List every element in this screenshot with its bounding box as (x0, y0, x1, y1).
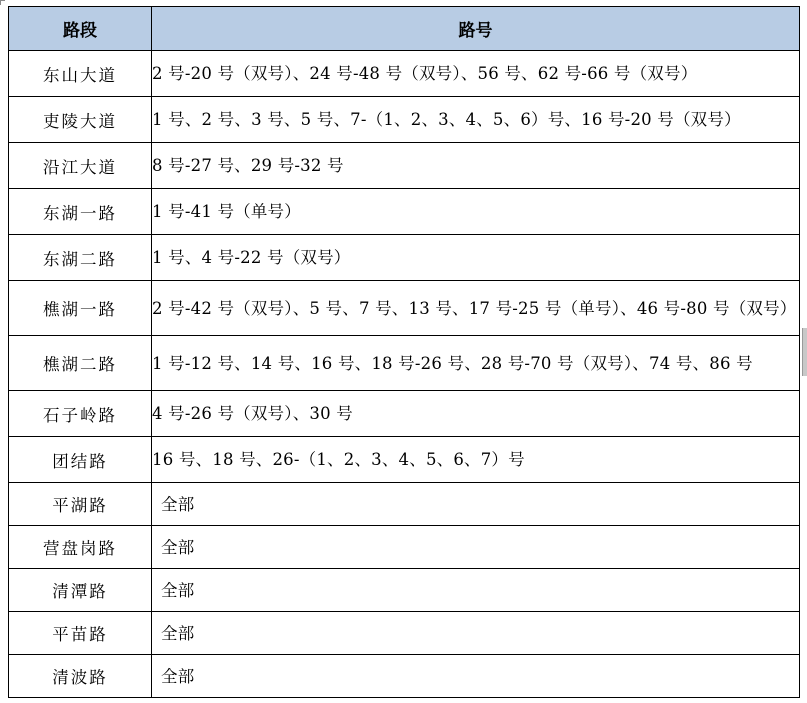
numbers-cell: 1 号、2 号、3 号、5 号、7-（1、2、3、4、5、6）号、16 号-20 号（双号） (152, 97, 800, 143)
segment-cell: 东山大道 (9, 51, 152, 97)
numbers-cell: 全部 (152, 483, 800, 526)
numbers-cell: 16 号、18 号、26-（1、2、3、4、5、6、7）号 (152, 437, 800, 483)
segment-cell: 清潭路 (9, 569, 152, 612)
segment-cell: 石子岭路 (9, 391, 152, 437)
segment-cell: 樵湖二路 (9, 336, 152, 391)
table-row (9, 235, 800, 281)
corner-resize-mark (0, 0, 5, 5)
numbers-cell: 1 号-12 号、14 号、16 号、18 号-26 号、28 号-70 号（双号）、74 号、86 号 (152, 336, 800, 391)
numbers-cell: 4 号-26 号（双号）、30 号 (152, 391, 800, 437)
segment-cell: 平苗路 (9, 612, 152, 655)
table-row (9, 189, 800, 235)
segment-cell: 东湖二路 (9, 235, 152, 281)
numbers-cell: 2 号-20 号（双号）、24 号-48 号（双号）、56 号、62 号-66 号（双号） (152, 51, 800, 97)
numbers-cell: 全部 (152, 526, 800, 569)
segment-cell: 樵湖一路 (9, 281, 152, 336)
segment-cell: 吏陵大道 (9, 97, 152, 143)
numbers-cell: 1 号、4 号-22 号（双号） (152, 235, 800, 281)
road-number-table (8, 6, 800, 698)
table-header-row (9, 7, 800, 51)
table-row (9, 526, 800, 569)
segment-cell: 清波路 (9, 655, 152, 698)
segment-cell: 营盘岗路 (9, 526, 152, 569)
numbers-cell: 1 号-41 号（单号） (152, 189, 800, 235)
segment-cell: 沿江大道 (9, 143, 152, 189)
table-row (9, 97, 800, 143)
table-row (9, 437, 800, 483)
table-row (9, 281, 800, 336)
table-row (9, 612, 800, 655)
numbers-cell: 全部 (152, 569, 800, 612)
segment-cell: 团结路 (9, 437, 152, 483)
table-row (9, 391, 800, 437)
table-row (9, 143, 800, 189)
numbers-cell: 全部 (152, 655, 800, 698)
table-row (9, 483, 800, 526)
table-row (9, 655, 800, 698)
numbers-cell: 8 号-27 号、29 号-32 号 (152, 143, 800, 189)
table-row (9, 51, 800, 97)
numbers-cell: 全部 (152, 612, 800, 655)
header-segment: 路段 (9, 7, 152, 51)
header-numbers: 路号 (152, 7, 800, 51)
segment-cell: 东湖一路 (9, 189, 152, 235)
scrollbar-handle[interactable] (802, 328, 807, 376)
table-row (9, 336, 800, 391)
table-row (9, 569, 800, 612)
segment-cell: 平湖路 (9, 483, 152, 526)
numbers-cell: 2 号-42 号（双号）、5 号、7 号、13 号、17 号-25 号（单号）、46 号-80 号（双号） (152, 281, 800, 336)
